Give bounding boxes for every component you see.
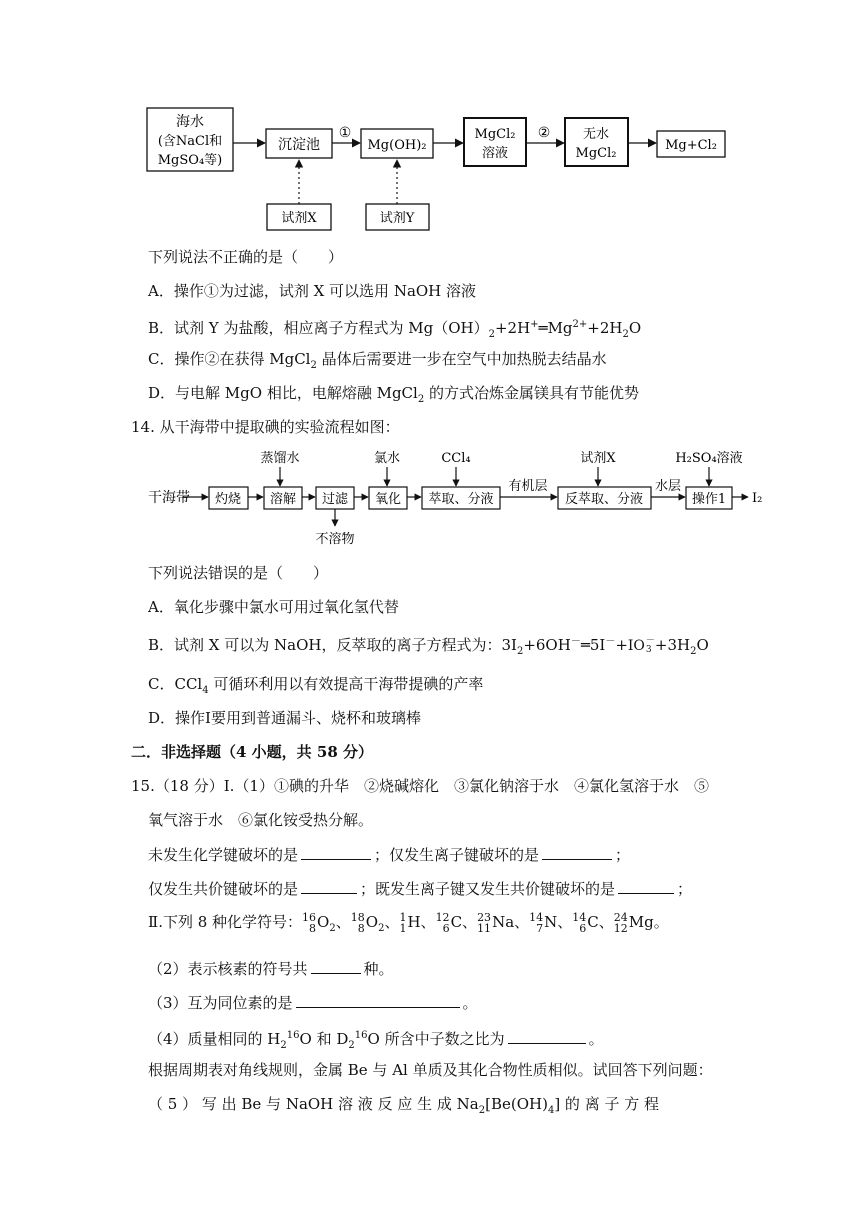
mass-number: 16	[302, 911, 317, 924]
product-label: Mg+Cl₂	[665, 138, 717, 153]
atomic-number: 1	[399, 922, 407, 935]
mgoh2-label: Mg(OH)₂	[367, 138, 427, 153]
nuclide-symbol	[399, 912, 420, 934]
dissolve-label: 溶解	[269, 492, 297, 507]
q15-line5: Ⅱ.下列 8 种化学符号： 16 8 $O_2$、 18 8 $O_2$、 1 1 H、 12 6 C、 23 11 Na、 14 7 N、 14 6 C、 24 12 Mg。	[148, 911, 669, 935]
atomic-number: 11	[477, 922, 492, 935]
h2so4-label: H₂SO₄溶液	[675, 451, 743, 466]
flowchart-mg-extraction	[0, 100, 860, 235]
q15-line7: （3）互为同位素的是 。	[148, 994, 478, 1012]
aqueous-label: 水层	[654, 479, 682, 494]
seawater-line3: MgSO₄等)	[157, 153, 223, 168]
atomic-number: 7	[536, 922, 544, 935]
answer-blank-4[interactable]	[618, 878, 674, 894]
q15-line10: （ 5 ） 写 出 Be 与 NaOH 溶 液 反 应 生 成 $Na_2[Be(OH)_4]$ 的 离 子 方 程	[148, 1095, 660, 1116]
filter-label: 过滤	[321, 492, 349, 507]
iodate-ion: IO － 3	[627, 636, 655, 655]
separator: 。	[653, 913, 669, 931]
organic-label: 有机层	[508, 479, 548, 494]
element-symbol: Mg	[628, 913, 654, 931]
reagent-x2-label: 试剂X	[580, 451, 616, 466]
nuclide-symbol	[529, 912, 557, 934]
operation2-mark: ②	[537, 125, 551, 141]
atomic-number: 6	[579, 922, 587, 935]
mass-number: 14	[529, 911, 544, 924]
q13-stem: 下列说法不正确的是（ ）	[148, 248, 344, 266]
atomic-number: 12	[613, 922, 628, 935]
q13-option-d: D．与电解 MgO 相比，电解熔融 MgCl$_2$ 的方式冶炼金属镁具有节能优势	[148, 384, 639, 405]
chlorine-label: 氯水	[373, 451, 401, 466]
mass-number: 18	[350, 911, 365, 924]
nuclide-symbol	[572, 912, 598, 934]
separator: 、	[420, 913, 436, 931]
anhydrous-line1: 无水	[582, 127, 610, 142]
atomic-number: 8	[309, 922, 317, 935]
operation1-mark: ①	[338, 125, 352, 141]
nuclide-symbol	[436, 912, 462, 934]
q13-option-a: A．操作①为过滤，试剂 X 可以选用 NaOH 溶液	[148, 282, 477, 300]
iodine-label: I₂	[752, 491, 763, 506]
mass-number: 24	[613, 911, 628, 924]
q15-line9: 根据周期表对角线规则，金属 Be 与 Al 单质及其化合物性质相似。试回答下列问题：	[148, 1061, 713, 1079]
element-symbol: C	[587, 913, 599, 931]
mgcl2-solution-line2: 溶液	[481, 146, 509, 161]
ccl4-label: CCl₄	[441, 451, 471, 466]
q15-line4: 仅发生共价键破坏的是 ；既发生离子键又发生共价键破坏的是 ；	[148, 880, 693, 898]
seawater-line1: 海水	[176, 114, 204, 130]
separator: 、	[384, 913, 400, 931]
q14-option-d: D．操作Ⅰ要用到普通漏斗、烧杯和玻璃棒	[148, 709, 421, 727]
mass-number: 1	[399, 911, 407, 924]
reagent-y-label: 试剂Y	[379, 211, 415, 226]
separator: 、	[462, 913, 478, 931]
answer-blank-6[interactable]	[296, 992, 460, 1008]
q14-option-a: A．氧化步骤中氯水可用过氧化氢代替	[148, 598, 399, 616]
nuclide-symbol	[614, 912, 654, 934]
anhydrous-line2: MgCl₂	[575, 146, 617, 161]
mass-number: 12	[435, 911, 450, 924]
atomic-number: 8	[357, 922, 365, 935]
mgcl2-solution-line1: MgCl₂	[474, 127, 516, 142]
element-symbol: H	[407, 913, 421, 931]
molecule-subscript: 2	[329, 923, 336, 934]
sedimentation-pool-label: 沉淀池	[278, 137, 320, 153]
q15-line3: 未发生化学键破坏的是 ；仅发生离子键破坏的是 ；	[148, 846, 631, 864]
answer-blank-5[interactable]	[311, 958, 361, 974]
separator: 、	[514, 913, 530, 931]
answer-blank-3[interactable]	[301, 878, 357, 894]
extract-label: 萃取、分液	[428, 492, 494, 507]
mass-number: 23	[477, 911, 492, 924]
section-title: 二．非选择题（4 小题，共 58 分）	[131, 743, 373, 761]
burn-label: 灼烧	[214, 492, 242, 507]
q15-line1: 15.（18 分）Ⅰ.（1）①碘的升华 ②烧碱熔化 ③氯化钠溶于水 ④氯化氢溶于水 ⑤	[131, 777, 709, 795]
q13-option-b: B．试剂 Y 为盐酸，相应离子方程式为 $Mg(OH)_2+2H^+═Mg^{2+}+2H_2O$	[148, 319, 642, 340]
flowchart-iodine-extraction	[0, 440, 860, 555]
separator: 、	[557, 913, 573, 931]
q14-stem: 下列说法错误的是（ ）	[148, 564, 329, 582]
q14-option-c: C．CCl$_4$ 可循环利用以有效提高干海带提碘的产率	[148, 675, 484, 696]
op1-label: 操作1	[691, 492, 727, 507]
answer-blank-7[interactable]	[508, 1028, 586, 1044]
q15-line6: （2）表示核素的符号共 种。	[148, 960, 394, 978]
element-symbol: O	[365, 913, 379, 931]
nuclide-list	[302, 911, 669, 935]
nuclide-symbol	[477, 912, 514, 934]
nuclide-symbol	[351, 912, 385, 934]
element-symbol: C	[450, 913, 463, 931]
q13-option-c: C．操作②在获得 MgCl$_2$ 晶体后需要进一步在空气中加热脱去结晶水	[148, 350, 607, 371]
back-extract-label: 反萃取、分液	[564, 492, 644, 507]
element-symbol: Na	[492, 913, 515, 931]
element-symbol: O	[317, 913, 330, 931]
q14-title: 14. 从干海带中提取碘的实验流程如图：	[131, 418, 400, 436]
atomic-number: 6	[442, 922, 450, 935]
water-label: 蒸馏水	[260, 451, 300, 466]
insoluble-label: 不溶物	[315, 532, 355, 547]
separator: 、	[598, 913, 614, 931]
answer-blank-1[interactable]	[301, 844, 371, 860]
seawater-line2: (含NaCl和	[157, 134, 223, 149]
oxidize-label: 氧化	[374, 492, 402, 507]
mass-number: 14	[572, 911, 587, 924]
molecule-subscript: 2	[378, 923, 385, 934]
answer-blank-2[interactable]	[542, 844, 612, 860]
separator: 、	[335, 913, 351, 931]
q14-option-b: B．试剂 X 可以为 NaOH，反萃取的离子方程式为：$3I_2+6OH^-═5I^-+$ IO － 3 $+3H_2O$	[148, 636, 709, 657]
nuclide-symbol	[302, 912, 336, 934]
element-symbol: N	[544, 913, 558, 931]
reagent-x-label: 试剂X	[281, 211, 317, 226]
q15-line2: 氧气溶于水 ⑥氯化铵受热分解。	[148, 811, 374, 829]
start-label: 干海带	[148, 490, 190, 506]
q15-line8: （4）质量相同的 $H_2^{16}O$ 和 $D_2^{16}O$ 所含中子数之比为 。	[148, 1030, 604, 1051]
